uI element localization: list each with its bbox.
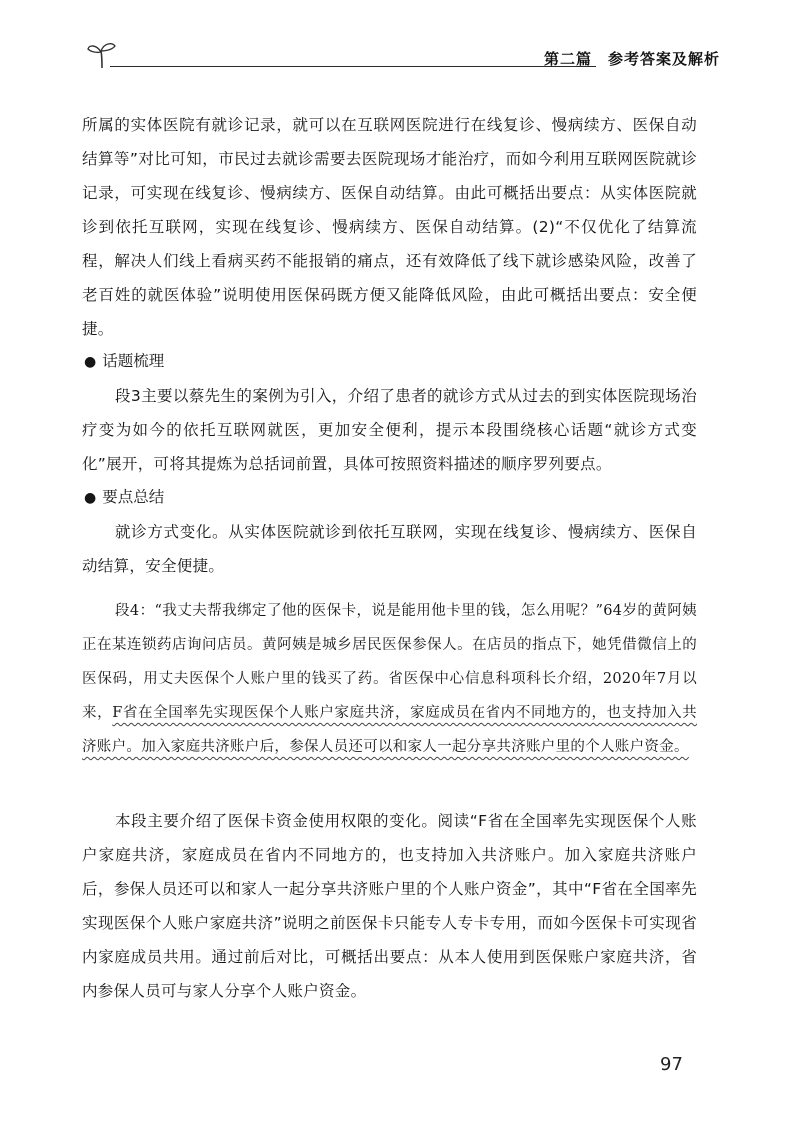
summary-section — [82, 480, 697, 583]
page-number: 97 — [660, 1054, 683, 1075]
summary-heading — [82, 480, 697, 515]
passage-4-underlined: F省在全国率先实现医保个人账户家庭共济，家庭成员在省内不同地方的，也支持加入共济账户。加入家庭共济账户后，参保人员还可以和家人一起分享共济账户里的个人账户资金。 — [82, 705, 697, 755]
summary-text: 就诊方式变化。从实体医院就诊到依托互联网，实现在线复诊、慢病续方、医保自动结算，安全便捷。 — [82, 523, 697, 575]
paragraph-1: 所属的实体医院有就诊记录，就可以在互联网医院进行在线复诊、慢病续方、医保自动结算等”对比可知，市民过去就诊需要去医院现场才能治疗，而如今利用互联网医院就诊记录，可实现在线复诊、慢病续方、医保自动结算。由此可概括出要点：从实体医院就诊到依托互联网，实现在线复诊、慢病续方、医保自动结算。(2)“不仅优化了结算流程，解决人们线上看病买药不能报销的痛点，还有效降低了线下就诊感染风险，改善了老百姓的就医体验”说明使用医保码既方便又能降低风险，由此可概括出要点：安全便捷。 — [82, 116, 697, 338]
topic-heading-label: 话题梳理 — [102, 352, 165, 370]
topic-section — [82, 344, 697, 481]
topic-heading — [82, 344, 697, 379]
topic-text: 段3主要以蔡先生的案例为引入，介绍了患者的就诊方式从过去的到实体医院现场治疗变为如今的依托互联网就医，更加安全便利，提示本段围绕核心话题“就诊方式变化”展开，可将其提炼为总括词前置，具体可按照资料描述的顺序罗列要点。 — [82, 387, 697, 473]
bullet-icon: ● — [84, 490, 97, 506]
answer-paragraph — [82, 108, 697, 346]
bullet-icon: ● — [84, 354, 97, 370]
passage-4 — [82, 594, 697, 764]
analysis-section — [82, 804, 697, 1008]
passage-4-intro: 段4：“我丈夫帮我绑定了他的医保卡，说是能用他卡里的钱，怎么用呢？”64岁的黄阿姨正在某连锁药店询问店员。黄阿姨是城乡居民医保参保人。在店员的指点下，她凭借微信上的医保码，用丈夫医保个人账户里的钱买了药。省医保中心信息科项科长介绍，2020年7月以来， — [82, 603, 697, 721]
running-header — [84, 40, 720, 74]
passage-4-text — [82, 594, 697, 764]
header-rule — [110, 66, 596, 67]
header-title: 第二篇 参考答案及解析 — [543, 50, 720, 68]
summary-heading-label: 要点总结 — [102, 488, 165, 506]
analysis-text: 本段主要介绍了医保卡资金使用权限的变化。阅读“F省在全国率先实现医保个人账户家庭共济，家庭成员在省内不同地方的，也支持加入共济账户。加入家庭共济账户后，参保人员还可以和家人一起分享共济账户里的个人账户资金”，其中“F省在全国率先实现医保个人账户家庭共济”说明之前医保卡只能专人专卡专用，而如今医保卡可实现省内家庭成员共用。通过前后对比，可概括出要点：从本人使用到医保账户家庭共济，省内参保人员可与家人分享个人账户资金。 — [82, 812, 697, 1000]
